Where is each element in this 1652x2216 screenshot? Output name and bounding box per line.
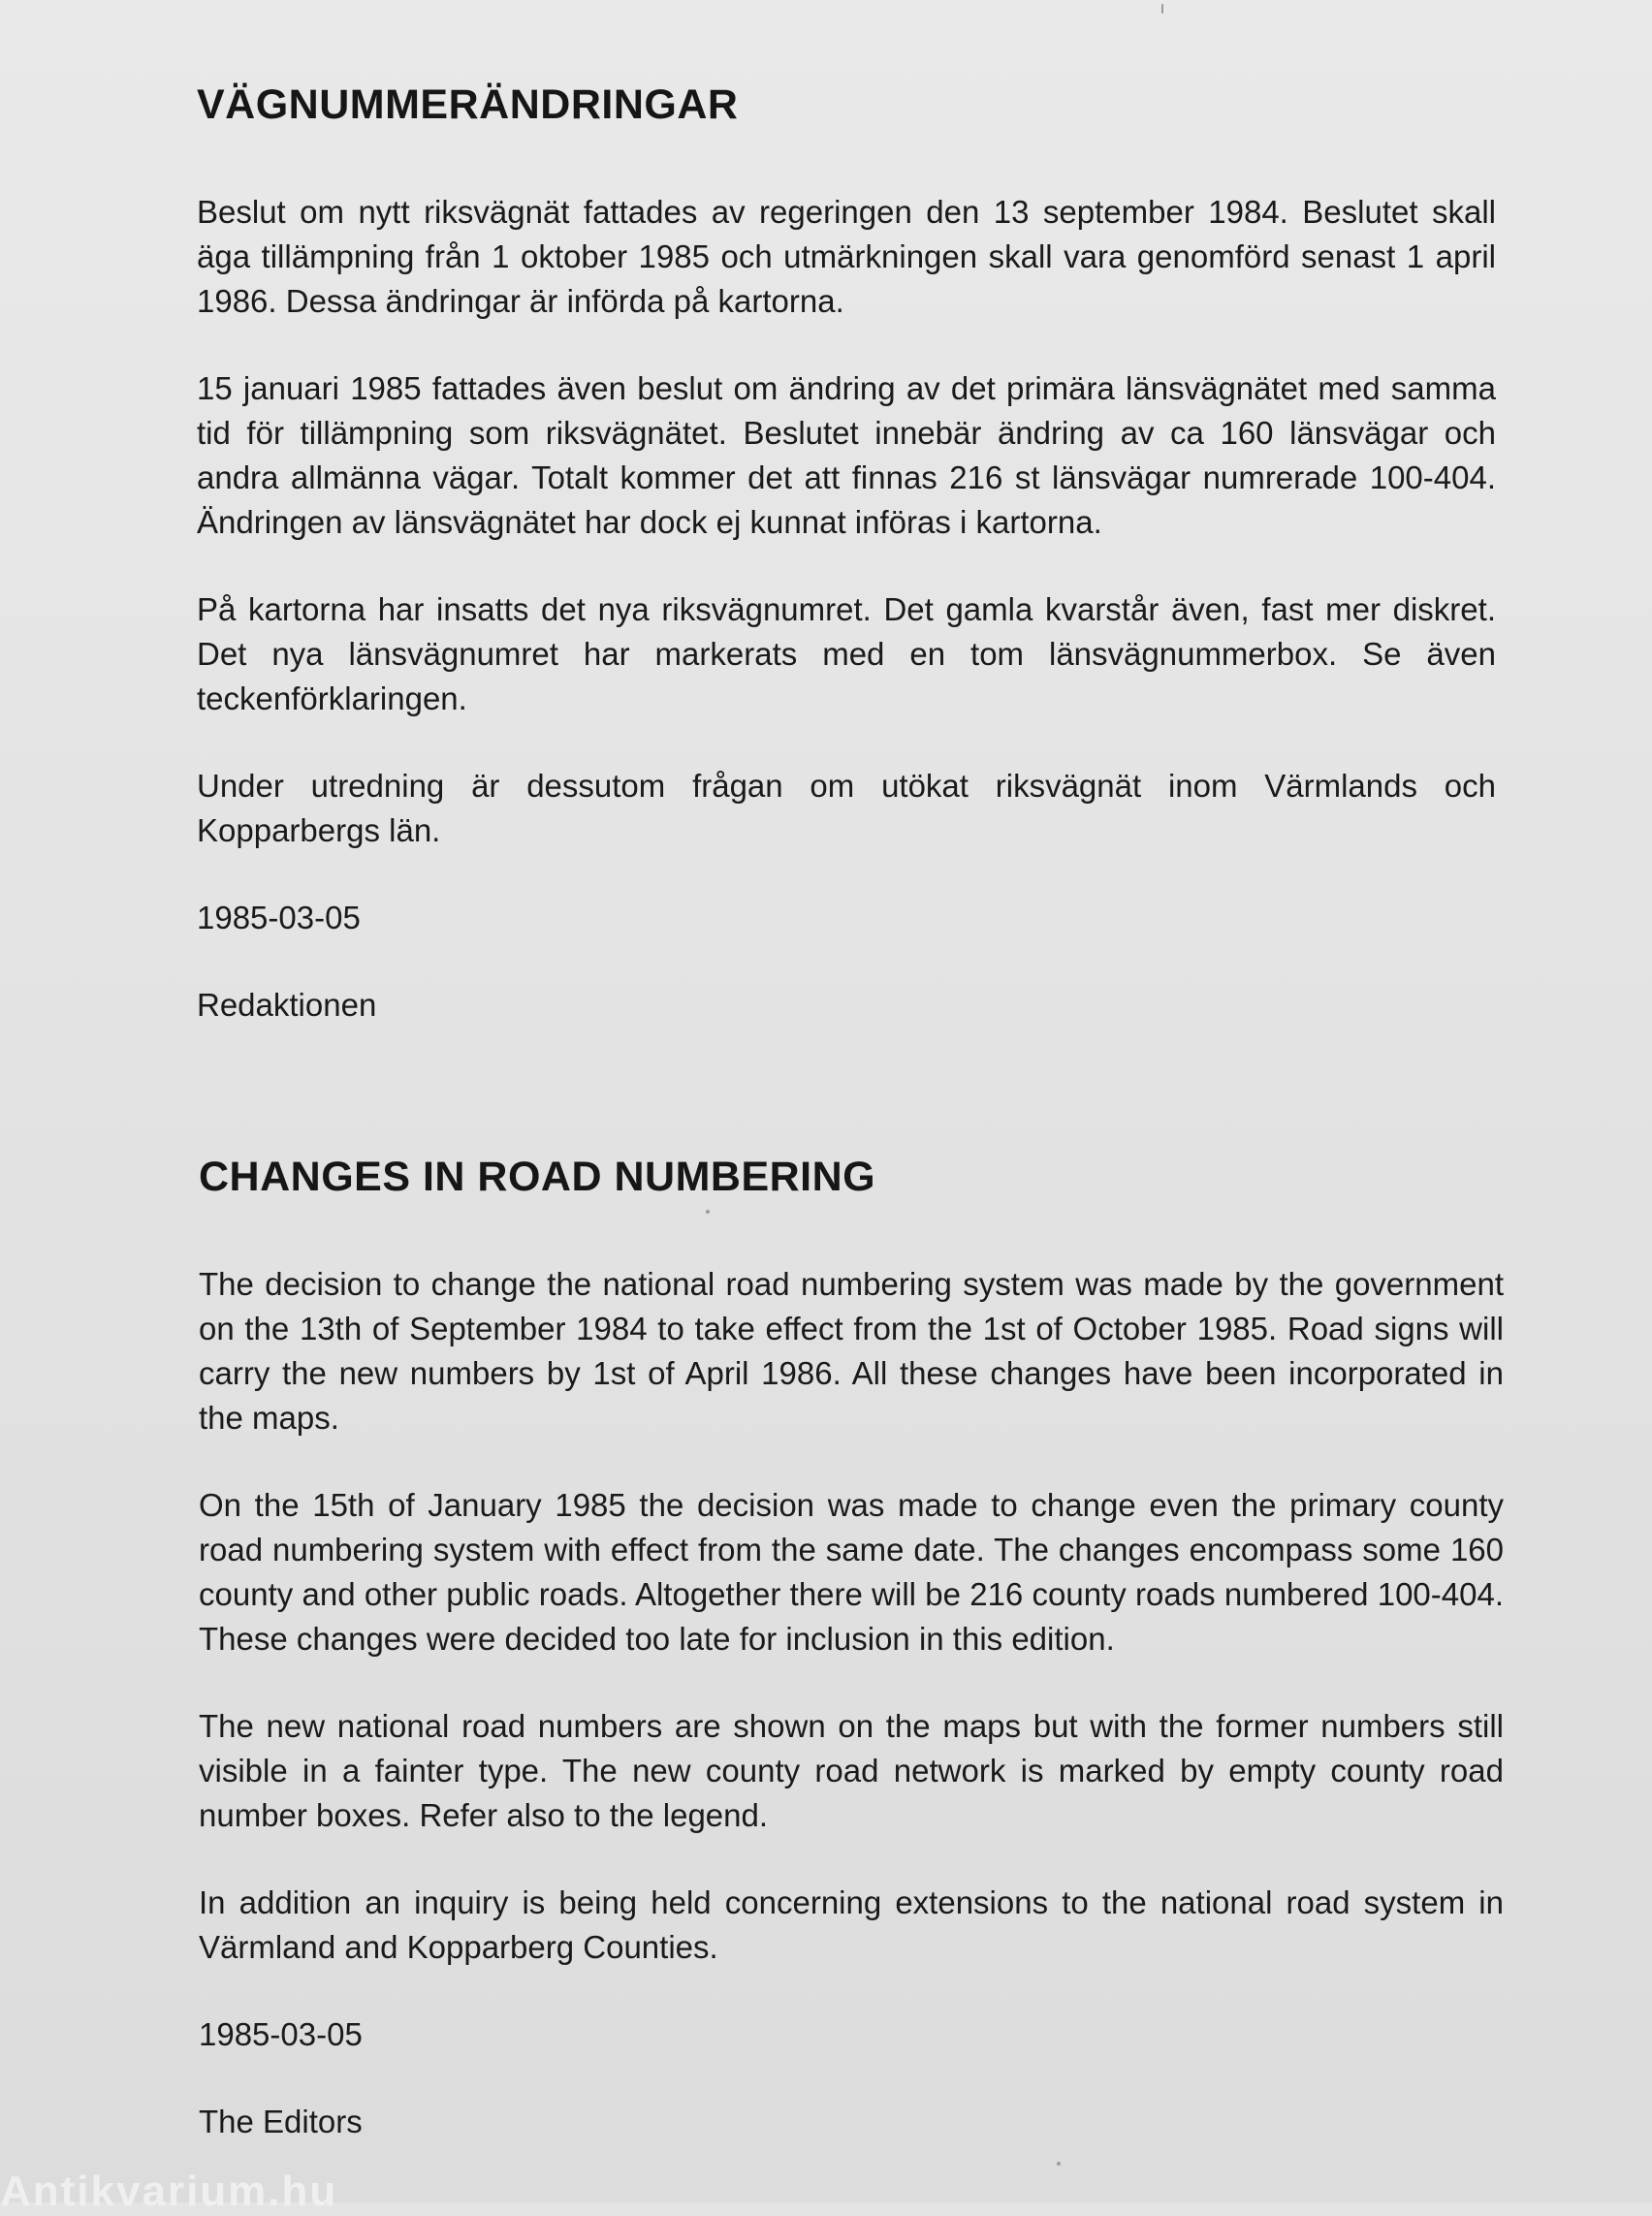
english-paragraph-2: On the 15th of January 1985 the decision was made to change even the primary county road numbering system with effect from the same date. The changes encompass some 160 county and other public roads. Altogether there will be 216 county roads numbered 100-404. These changes were decided too late for inclusion in this edition. <box>199 1487 1504 1657</box>
english-paragraph-1: The decision to change the national road numbering system was made by the government on the 13th of September 1984 to take effect from the 1st of October 1985. Road signs will carry the new numbers by 1st of April 1986. All these changes have been incorporated in the maps. <box>199 1266 1504 1436</box>
paper-speck <box>1057 2162 1061 2166</box>
english-paragraph-3: The new national road numbers are shown on the maps but with the former numbers still visible in a fainter type. The new county road network is marked by empty county road number boxes. Refer also to the legend. <box>199 1708 1504 1833</box>
paper-speck <box>706 1210 710 1214</box>
swedish-paragraph-3: På kartorna har insatts det nya riksvägnumret. Det gamla kvarstår även, fast mer diskret. Det nya länsvägnumret har markerats med en tom länsvägnummerbox. Se även teckenförklaringen. <box>197 591 1496 716</box>
english-paragraph-4: In addition an inquiry is being held concerning extensions to the national road system in Värmland and Kopparberg Counties. <box>199 1884 1504 1965</box>
swedish-paragraph-1: Beslut om nytt riksvägnät fattades av regeringen den 13 september 1984. Beslutet skall äga tillämpning från 1 oktober 1985 och utmärkningen skall vara genomförd senast 1 april 1986. Dessa ändringar är införda på kartorna. <box>197 194 1496 319</box>
swedish-paragraph-2: 15 januari 1985 fattades även beslut om ändring av det primära länsvägnätet med samma tid för tillämpning som riksvägnätet. Beslutet innebär ändring av ca 160 länsvägar och andra allmänna vägar. Totalt kommer det att finnas 216 st länsvägar numrerade 100-404. Ändringen av länsvägnätet har dock ej kunnat införas i kartorna. <box>197 370 1496 540</box>
swedish-paragraph-4: Under utredning är dessutom frågan om utökat riksvägnät inom Värmlands och Kopparbergs län. <box>197 768 1496 848</box>
english-signature: The Editors <box>199 2104 363 2139</box>
swedish-section <box>197 79 1496 1070</box>
swedish-heading: VÄGNUMMERÄNDRINGAR <box>197 81 739 128</box>
english-section <box>199 1152 1504 2187</box>
english-heading: CHANGES IN ROAD NUMBERING <box>199 1154 876 1200</box>
paper-speck <box>1161 4 1163 14</box>
watermark-text: Antikvarium.hu <box>0 2168 338 2215</box>
swedish-date: 1985-03-05 <box>197 900 361 935</box>
swedish-signature: Redaktionen <box>197 987 377 1023</box>
english-date: 1985-03-05 <box>199 2016 363 2052</box>
